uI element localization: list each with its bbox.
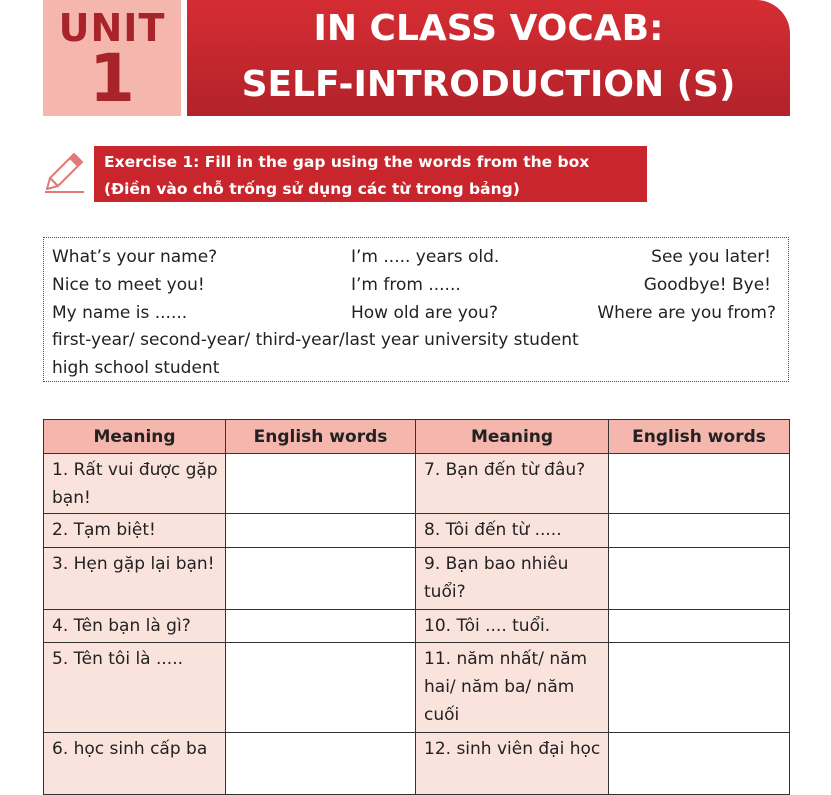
meaning-cell: 11. năm nhất/ năm hai/ năm ba/ năm cuối: [416, 643, 609, 733]
answer-cell[interactable]: [226, 454, 416, 514]
meaning-cell: 10. Tôi .... tuổi.: [416, 610, 609, 643]
page-title-banner: [187, 0, 790, 116]
page-title-line1: IN CLASS VOCAB:: [313, 8, 664, 49]
exercise-line-english: Exercise 1: Fill in the gap using the words from the box: [104, 153, 590, 171]
answer-cell[interactable]: [226, 514, 416, 548]
meaning-cell: 9. Bạn bao nhiêu tuổi?: [416, 548, 609, 610]
meaning-cell: 8. Tôi đến từ .....: [416, 514, 609, 548]
word-item: I’m from ......: [351, 275, 461, 295]
column-header-english: English words: [226, 420, 416, 454]
table-row: [44, 643, 790, 733]
answer-cell[interactable]: [609, 610, 790, 643]
meaning-cell: 7. Bạn đến từ đâu?: [416, 454, 609, 514]
answer-cell[interactable]: [609, 454, 790, 514]
word-item: high school student: [52, 358, 220, 378]
word-item: first-year/ second-year/ third-year/last year university student: [52, 330, 579, 350]
word-item: See you later!: [651, 247, 771, 267]
answer-cell[interactable]: [226, 548, 416, 610]
table-row: [44, 548, 790, 610]
word-item: Goodbye! Bye!: [643, 275, 771, 295]
answer-cell[interactable]: [609, 514, 790, 548]
column-header-meaning: Meaning: [44, 420, 226, 454]
word-item: I’m ..... years old.: [351, 247, 500, 267]
unit-badge: [43, 0, 181, 116]
answer-cell[interactable]: [609, 548, 790, 610]
table-header-row: [44, 420, 790, 454]
table-row: [44, 454, 790, 514]
unit-number: 1: [89, 40, 135, 117]
vocab-table: [43, 419, 790, 795]
table-row: [44, 514, 790, 548]
meaning-cell: 12. sinh viên đại học: [416, 733, 609, 795]
word-item: How old are you?: [351, 303, 498, 323]
unit-label: UNIT: [58, 6, 166, 50]
word-box: [43, 237, 789, 382]
answer-cell[interactable]: [609, 733, 790, 795]
meaning-cell: 2. Tạm biệt!: [44, 514, 226, 548]
meaning-cell: 5. Tên tôi là .....: [44, 643, 226, 733]
table-row: [44, 610, 790, 643]
word-item: Nice to meet you!: [52, 275, 205, 295]
pencil-icon: [42, 148, 86, 194]
exercise-instruction: [94, 146, 647, 202]
column-header-meaning: Meaning: [416, 420, 609, 454]
column-header-english: English words: [609, 420, 790, 454]
page-title-line2: SELF-INTRODUCTION (S): [241, 64, 736, 105]
exercise-line-vietnamese: (Điền vào chỗ trống sử dụng các từ trong bảng): [104, 180, 520, 198]
meaning-cell: 1. Rất vui được gặp bạn!: [44, 454, 226, 514]
answer-cell[interactable]: [226, 643, 416, 733]
word-item: What’s your name?: [52, 247, 218, 267]
meaning-cell: 6. học sinh cấp ba: [44, 733, 226, 795]
table-row: [44, 733, 790, 795]
answer-cell[interactable]: [226, 733, 416, 795]
word-item: Where are you from?: [597, 303, 776, 323]
answer-cell[interactable]: [226, 610, 416, 643]
meaning-cell: 3. Hẹn gặp lại bạn!: [44, 548, 226, 610]
meaning-cell: 4. Tên bạn là gì?: [44, 610, 226, 643]
answer-cell[interactable]: [609, 643, 790, 733]
word-item: My name is ......: [52, 303, 188, 323]
